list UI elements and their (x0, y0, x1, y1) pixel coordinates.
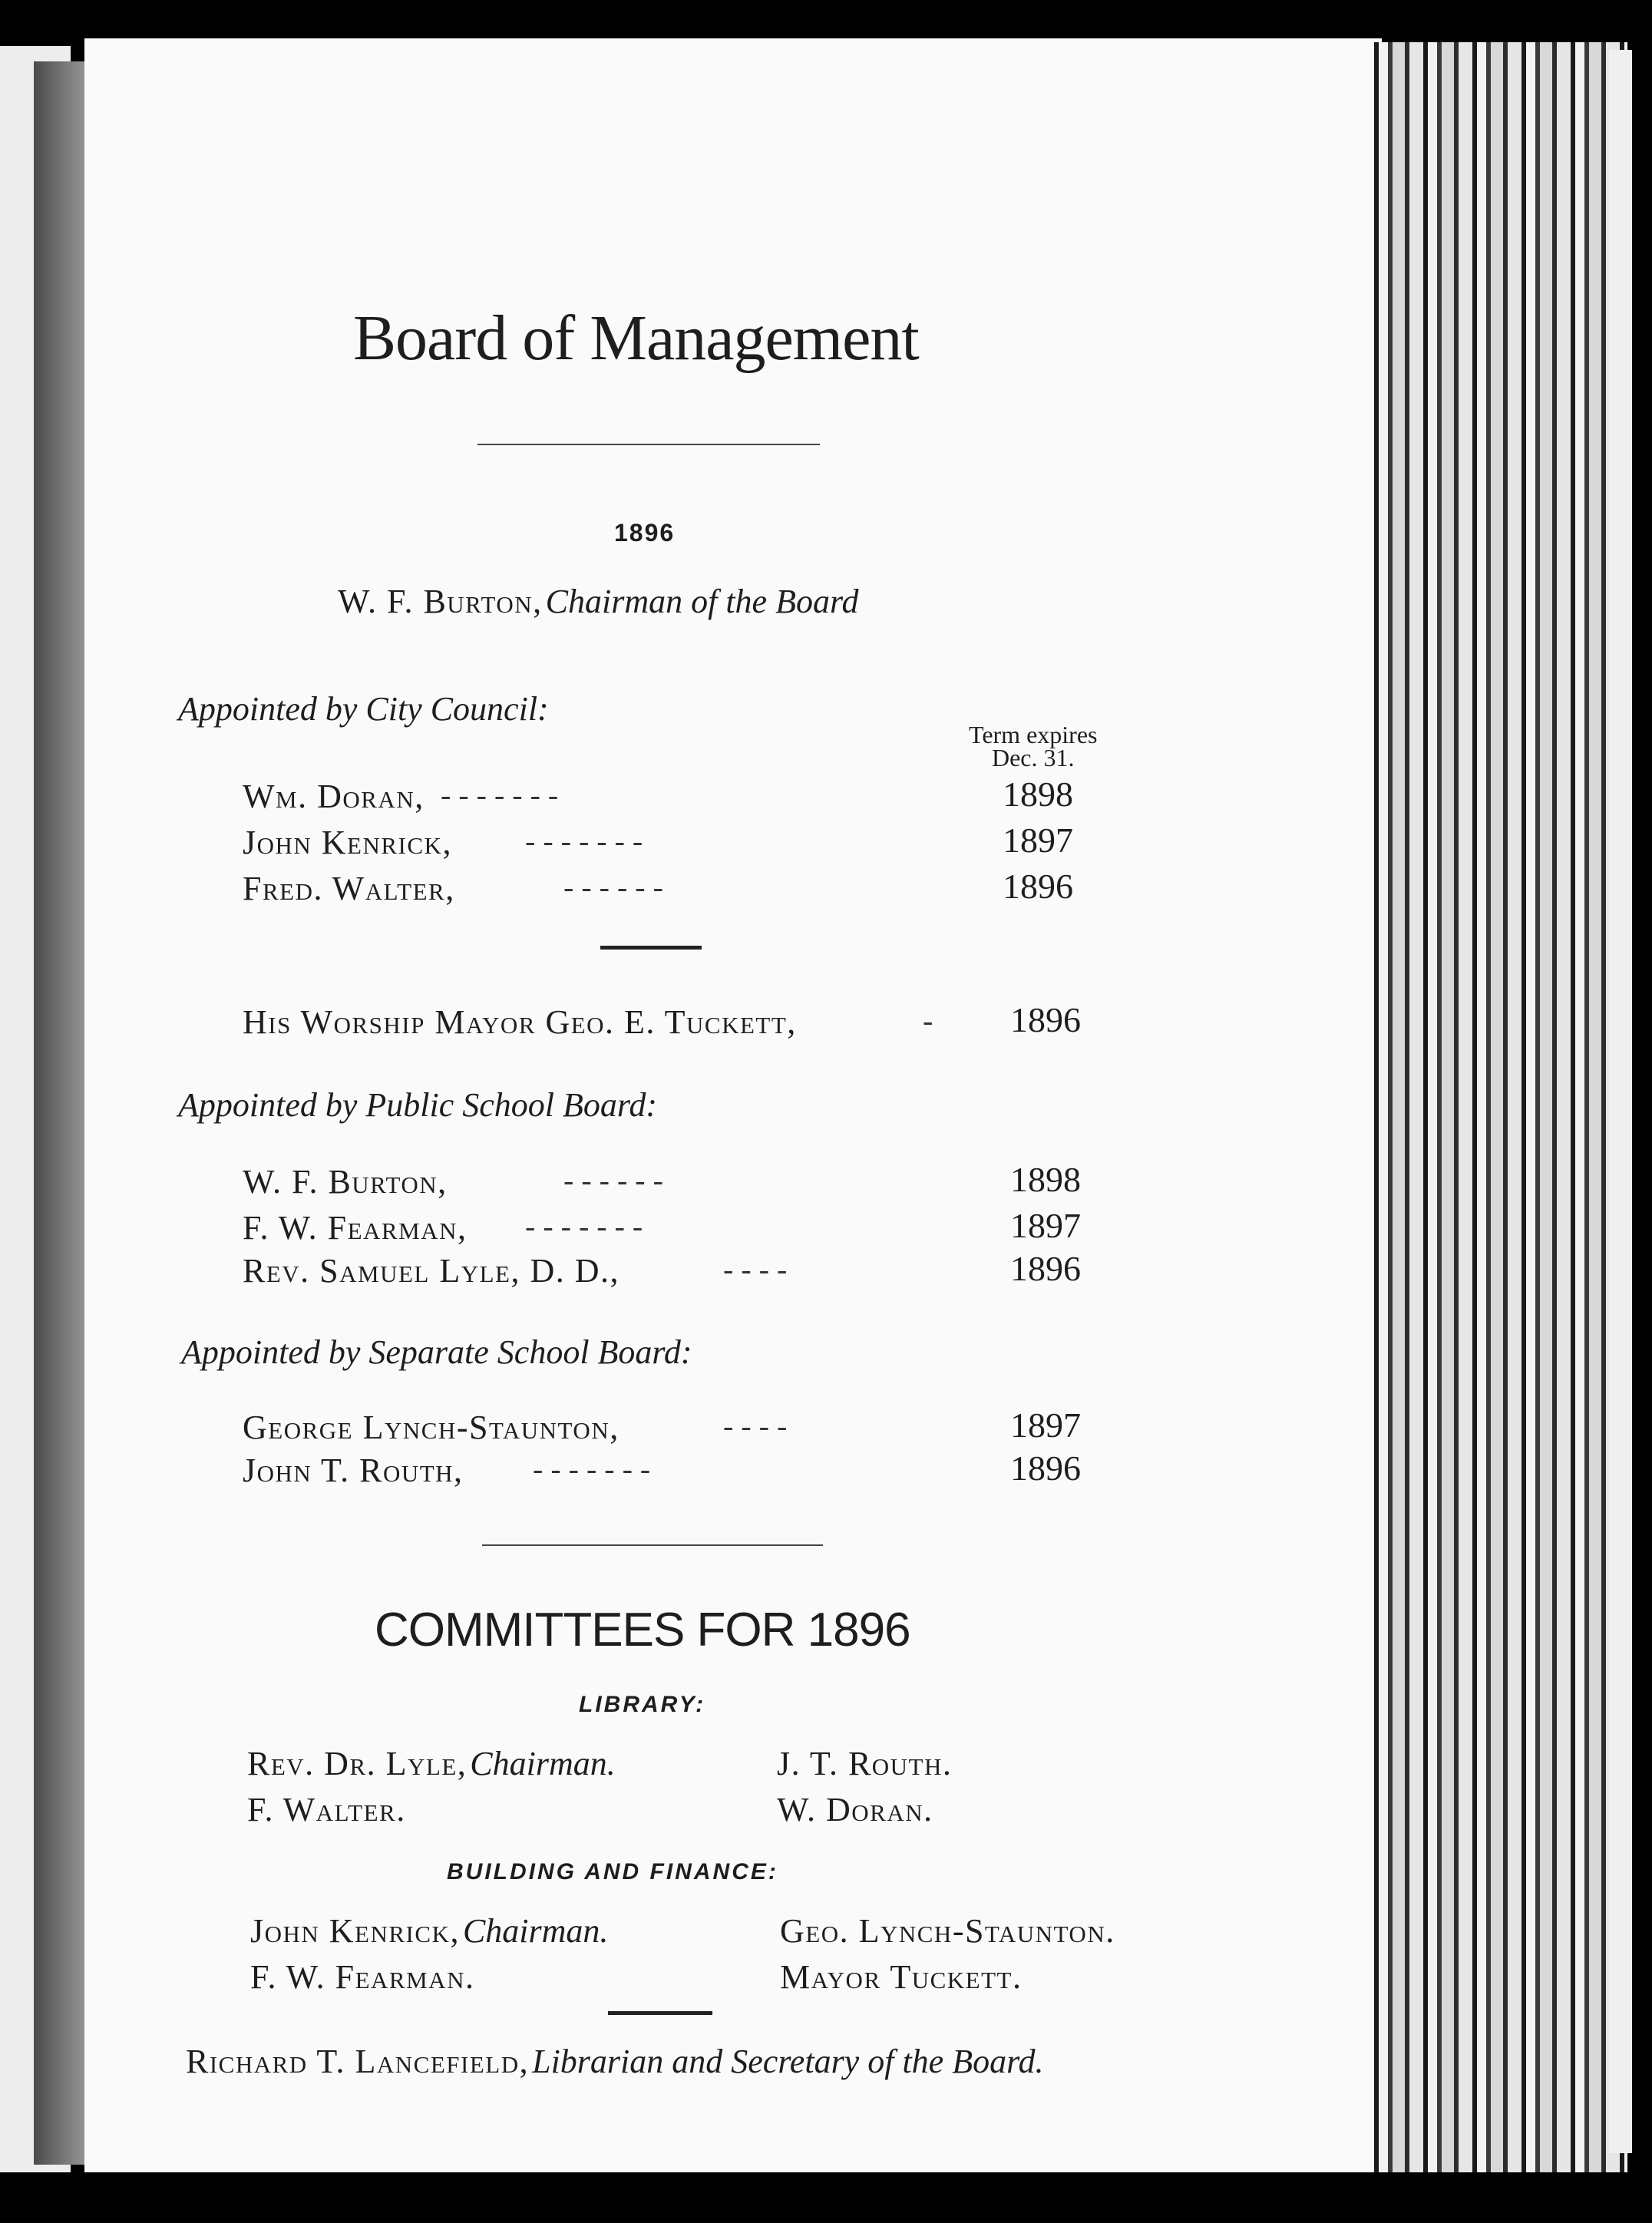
public-school-heading: Appointed by Public School Board: (178, 1086, 658, 1124)
term-expires-line2: Dec. 31. (991, 744, 1075, 771)
term-year: 1896 (1010, 1000, 1081, 1039)
page-stack-edges (1374, 42, 1627, 2172)
dot-leader: - - - - - - - (441, 778, 559, 812)
dot-leader: - - - - - - - (525, 1209, 643, 1244)
separate-school-heading: Appointed by Separate School Board: (181, 1333, 692, 1371)
term-year: 1896 (1010, 1448, 1081, 1488)
chairman-line (338, 582, 858, 621)
section-divider (608, 2011, 712, 2015)
term-year: 1897 (1010, 1206, 1081, 1245)
term-year: 1898 (1010, 1160, 1081, 1199)
librarian-name: Richard T. Lancefield, (186, 2043, 530, 2080)
member-name: Wm. Doran, (243, 778, 425, 815)
member-name: George Lynch-Staunton, (243, 1409, 620, 1446)
chairman-name: W. F. Burton, (338, 583, 543, 620)
page-stack-outer-edge (1609, 50, 1632, 2153)
term-year: 1896 (1003, 867, 1073, 906)
term-year: 1898 (1003, 775, 1073, 814)
dot-leader: - - - - - - (563, 1163, 663, 1197)
term-year: 1896 (1010, 1249, 1081, 1288)
committee-member: W. Doran. (777, 1791, 933, 1828)
building-chair-name: John Kenrick, (250, 1912, 460, 1950)
page-title: Board of Management (353, 302, 919, 374)
committee-member: J. T. Routh. (777, 1745, 953, 1782)
building-chairman (250, 1911, 608, 1950)
dot-leader: - - - - (723, 1409, 788, 1443)
member-name: Fred. Walter, (243, 870, 455, 907)
committee-member: F. Walter. (247, 1791, 406, 1828)
library-chair-role: Chairman. (470, 1745, 616, 1782)
dot-leader: - - - - - - - (533, 1452, 651, 1486)
year-heading: 1896 (614, 519, 676, 547)
building-chair-role: Chairman. (462, 1912, 609, 1950)
committee-member: Mayor Tuckett. (780, 1958, 1023, 1996)
member-name: John T. Routh, (243, 1452, 464, 1489)
member-name: W. F. Burton, (243, 1163, 448, 1201)
committee-member: Geo. Lynch-Staunton. (780, 1912, 1115, 1950)
member-name: F. W. Fearman, (243, 1209, 468, 1247)
member-name: John Kenrick, (243, 824, 452, 861)
dot-leader: - - - - - - - (525, 824, 643, 858)
committee-member: F. W. Fearman. (250, 1958, 475, 1996)
chairman-role: Chairman of the Board (545, 583, 859, 620)
city-council-heading: Appointed by City Council: (178, 690, 549, 728)
term-year: 1897 (1003, 821, 1073, 860)
title-rule (477, 444, 820, 445)
term-expires-line1: Term expires (969, 721, 1098, 748)
librarian-line (186, 2042, 1044, 2081)
member-name: Rev. Samuel Lyle, D. D., (243, 1252, 620, 1290)
library-chair-name: Rev. Dr. Lyle, (247, 1745, 468, 1782)
mayor-name: His Worship Mayor Geo. E. Tuckett, (243, 1003, 797, 1041)
dot-leader: - - - - - - (563, 870, 663, 904)
section-rule (482, 1544, 823, 1546)
term-year: 1897 (1010, 1405, 1081, 1445)
dot-leader: - (923, 1003, 933, 1038)
dot-leader: - - - - (723, 1252, 788, 1287)
term-expires-header (969, 723, 1097, 769)
section-divider (600, 946, 702, 950)
library-committee-heading: LIBRARY: (579, 1692, 706, 1717)
librarian-role: Librarian and Secretary of the Board. (532, 2043, 1044, 2080)
building-committee-heading: BUILDING AND FINANCE: (447, 1859, 778, 1884)
committees-title: COMMITTEES FOR 1896 (375, 1604, 910, 1657)
library-chairman (247, 1744, 616, 1783)
